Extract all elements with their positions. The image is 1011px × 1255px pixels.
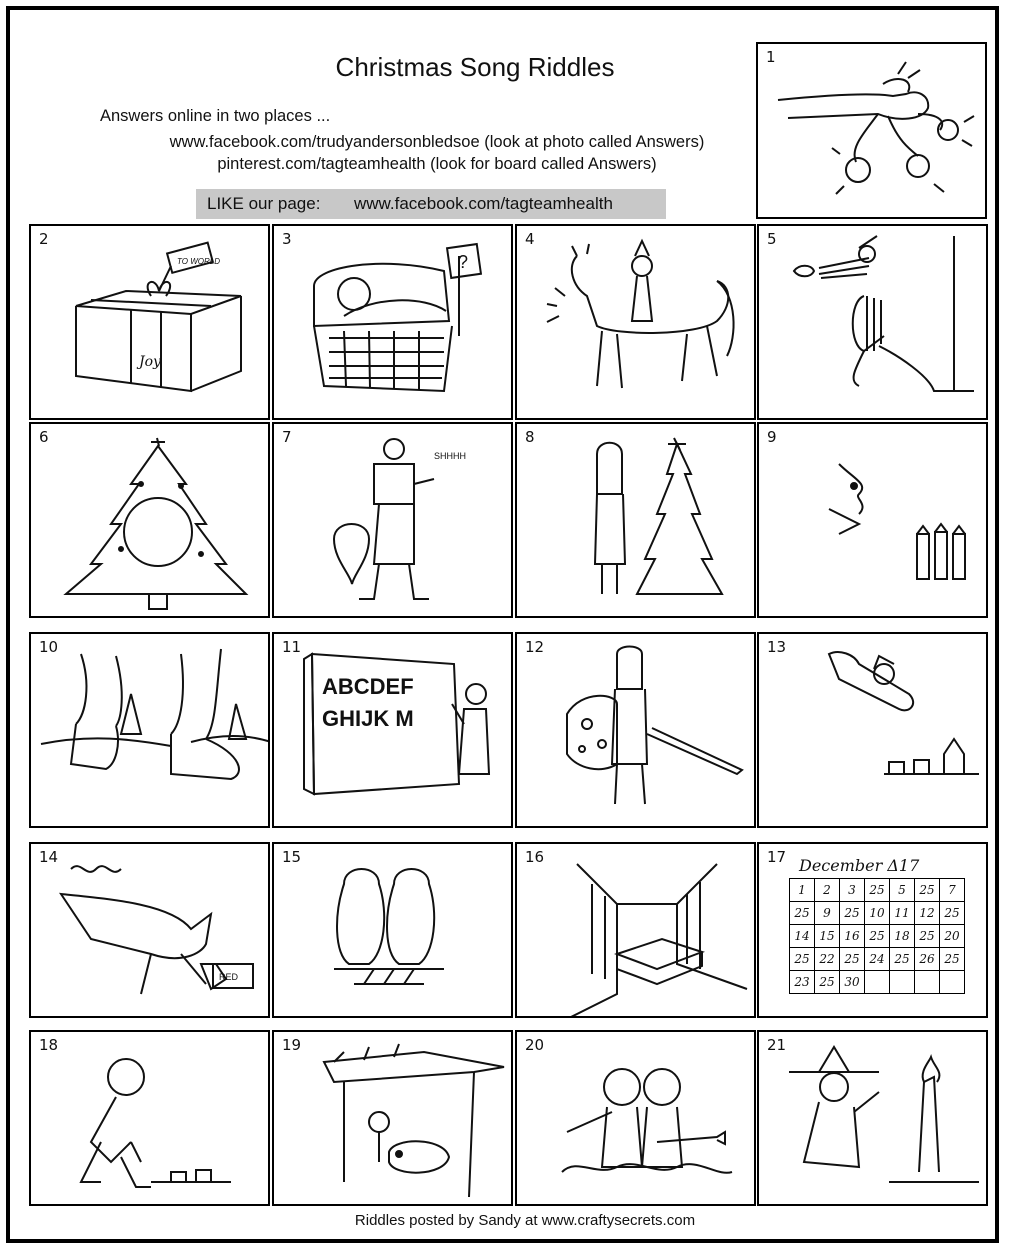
calendar-day: 25 — [865, 879, 890, 902]
knight-tree-illustration — [517, 424, 756, 618]
calendar-day: 10 — [865, 902, 890, 925]
riddle-number: 1 — [766, 48, 776, 66]
riddle-number: 3 — [282, 230, 292, 248]
calendar-day: 25 — [890, 948, 915, 971]
riddle-cell-21 — [757, 1030, 988, 1206]
calendar-row — [790, 925, 965, 948]
riddle-cell-16 — [515, 842, 756, 1018]
calendar-day: 25 — [915, 879, 940, 902]
calendar-day: 12 — [915, 902, 940, 925]
delta-symbol: Δ — [887, 856, 899, 875]
calendar-day: 7 — [940, 879, 965, 902]
calendar-day: 30 — [840, 971, 865, 994]
calendar-day: 1 — [790, 879, 815, 902]
calendar-day: 25 — [865, 925, 890, 948]
reindeer-paint-illustration — [31, 844, 270, 1018]
calendar-grid — [789, 878, 965, 994]
calendar-day: 22 — [815, 948, 840, 971]
riddle-cell-7 — [272, 422, 513, 618]
answers-facebook-line: www.facebook.com/trudyandersonbledsoe (look at photo called Answers) — [169, 133, 705, 151]
calendar-day — [915, 971, 940, 994]
riddle-number: 14 — [39, 848, 59, 866]
riddle-cell-18 — [29, 1030, 270, 1206]
riddle-number: 13 — [767, 638, 787, 656]
calendar-row — [790, 879, 965, 902]
calendar-day: 14 — [790, 925, 815, 948]
calendar-day — [940, 971, 965, 994]
calendar-day: 24 — [865, 948, 890, 971]
calendar-row — [790, 902, 965, 925]
bassinet-illustration — [274, 226, 513, 420]
credit-footer: Riddles posted by Sandy at www.craftysecrets.com — [354, 1212, 696, 1229]
alphabet-board-illustration — [274, 634, 513, 828]
calendar-day: 2 — [815, 879, 840, 902]
riddle-cell-10 — [29, 632, 270, 828]
calendar-day: 26 — [915, 948, 940, 971]
riddle-cell-12 — [515, 632, 756, 828]
calendar-title-suffix: 17 — [898, 856, 920, 875]
calendar-month: December — [799, 856, 883, 875]
board-line-1: ABCDEF — [322, 674, 414, 699]
riddle-number: 10 — [39, 638, 59, 656]
question-sign-text: ? — [458, 252, 469, 272]
elf-over-town-illustration — [759, 634, 988, 828]
riddle-number: 4 — [525, 230, 535, 248]
gift-box-illustration — [31, 226, 270, 420]
calendar-day: 25 — [915, 925, 940, 948]
riddle-cell-11 — [272, 632, 513, 828]
calendar-day: 25 — [940, 902, 965, 925]
riddle-cell-15 — [272, 842, 513, 1018]
knight-cheese-shield-illustration — [517, 634, 756, 828]
calendar-day: 25 — [840, 948, 865, 971]
riddle-number: 11 — [282, 638, 302, 656]
riddle-number: 6 — [39, 428, 49, 446]
bells-illustration — [758, 44, 987, 219]
calendar-day — [865, 971, 890, 994]
riddle-cell-20 — [515, 1030, 756, 1206]
answers-pinterest-line: pinterest.com/tagteamhealth (look for board called Answers) — [217, 155, 657, 173]
knight-horse-illustration — [517, 226, 756, 420]
calendar-row — [790, 971, 965, 994]
kiss-illustration — [759, 226, 988, 420]
riddle-number: 21 — [767, 1036, 787, 1054]
calendar-day: 11 — [890, 902, 915, 925]
calendar-day: 20 — [940, 925, 965, 948]
like-page-banner — [196, 189, 666, 219]
paint-can-text: RED — [219, 972, 239, 982]
calendar-title — [799, 856, 919, 875]
tree-ornament-illustration — [31, 424, 270, 618]
calendar-day: 25 — [790, 948, 815, 971]
riddle-number: 12 — [525, 638, 545, 656]
riddle-cell-2 — [29, 224, 270, 420]
calendar-day: 18 — [890, 925, 915, 948]
answers-heading: Answers online in two places ... — [100, 107, 331, 125]
riddle-number: 7 — [282, 428, 292, 446]
calendar-day: 9 — [815, 902, 840, 925]
riddle-number: 15 — [282, 848, 302, 866]
like-url: www.facebook.com/tagteamhealth — [354, 194, 613, 213]
calendar-day — [890, 971, 915, 994]
riddle-number: 16 — [525, 848, 545, 866]
hallway-illustration — [517, 844, 756, 1018]
riddle-cell-14 — [29, 842, 270, 1018]
riddle-number: 17 — [767, 848, 787, 866]
riddle-cell-3 — [272, 224, 513, 420]
calendar-day: 16 — [840, 925, 865, 948]
calendar-day: 25 — [815, 971, 840, 994]
boy-small-town-illustration — [31, 1032, 270, 1206]
riddle-cell-9 — [757, 422, 988, 618]
calendar-day: 25 — [940, 948, 965, 971]
ranger-campfire-illustration — [759, 1032, 988, 1206]
shush-text: SHHHH — [434, 451, 467, 461]
riddle-number: 20 — [525, 1036, 545, 1054]
calendar-day: 15 — [815, 925, 840, 948]
pig-stable-illustration — [274, 1032, 513, 1206]
riddle-cell-4 — [515, 224, 756, 420]
riddle-number: 18 — [39, 1036, 59, 1054]
riddle-cell-17 — [757, 842, 988, 1018]
riddle-cell-5 — [757, 224, 988, 420]
riddle-number: 5 — [767, 230, 777, 248]
calendar-day: 5 — [890, 879, 915, 902]
calendar-day: 25 — [840, 902, 865, 925]
kings-illustration — [759, 424, 988, 618]
riddle-cell-6 — [29, 422, 270, 618]
riddle-number: 8 — [525, 428, 535, 446]
campfire-figures-illustration — [274, 844, 513, 1018]
calendar-day: 3 — [840, 879, 865, 902]
riddle-cell-1 — [756, 42, 987, 219]
knight-shush-illustration — [274, 424, 513, 618]
board-line-2: GHIJK M — [322, 706, 414, 731]
like-label: LIKE our page: — [207, 194, 321, 213]
calendar-day: 25 — [790, 902, 815, 925]
riddle-cell-19 — [272, 1030, 513, 1206]
riddle-number: 2 — [39, 230, 49, 248]
gift-tag-text: TO WORLD — [177, 257, 220, 266]
calendar-day: 23 — [790, 971, 815, 994]
riddle-cell-13 — [757, 632, 988, 828]
walking-feet-illustration — [31, 634, 270, 828]
calendar-row — [790, 948, 965, 971]
page-title: Christmas Song Riddles — [335, 52, 615, 82]
riddle-cell-8 — [515, 422, 756, 618]
gift-box-text: Joy — [139, 354, 161, 370]
riddle-number: 9 — [767, 428, 777, 446]
angels-horns-illustration — [517, 1032, 756, 1206]
riddle-number: 19 — [282, 1036, 302, 1054]
